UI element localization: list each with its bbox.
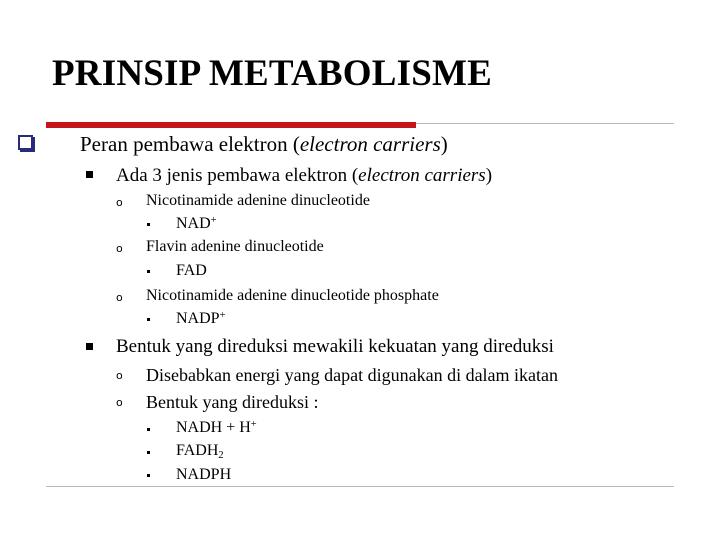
point-electron-carriers	[80, 134, 448, 155]
reduced-nadh	[176, 420, 257, 436]
carrier-nad-abbr	[176, 216, 217, 232]
circle-bullet-icon: o	[116, 291, 123, 304]
square-bullet-icon	[86, 171, 93, 178]
nadp-superscript: +	[219, 309, 226, 321]
nadp-base: NADP	[176, 310, 220, 327]
dot-bullet-icon	[147, 223, 150, 226]
point1-1-tail: )	[485, 165, 493, 186]
nadh-base: NADH + H	[176, 419, 251, 436]
point1-lead: Peran pembawa elektron (	[80, 132, 300, 156]
carrier-fad-abbr: FAD	[176, 262, 207, 279]
hollow-square-bullet-icon	[18, 135, 33, 150]
dot-bullet-icon	[147, 270, 150, 273]
title-accent-bar	[46, 122, 416, 128]
dot-bullet-icon	[147, 474, 150, 477]
nad-base: NAD	[176, 215, 211, 232]
point1-italic: electron carriers	[299, 132, 441, 156]
carrier-nad-name: Nicotinamide adenine dinucleotide	[146, 192, 370, 209]
point-reduced-forms: Bentuk yang direduksi mewakili kekuatan yang direduksi	[116, 336, 554, 357]
dot-bullet-icon	[147, 428, 150, 431]
reduced-fadh2	[176, 442, 224, 462]
point-three-carriers	[116, 166, 492, 185]
square-bullet-icon	[86, 343, 93, 350]
point1-tail: )	[440, 132, 448, 156]
nadh-superscript: +	[250, 418, 257, 430]
fadh-base: FADH	[176, 442, 219, 459]
circle-bullet-icon: o	[116, 196, 123, 209]
point1-1-lead: Ada 3 jenis pembawa elektron (	[116, 165, 359, 186]
reduced-forms-label: Bentuk yang direduksi :	[146, 392, 319, 412]
slide-title: PRINSIP METABOLISME	[52, 53, 492, 94]
reason-text: Disebabkan energi yang dapat digunakan di dalam ikatan	[146, 365, 559, 385]
carrier-nadp-name: Nicotinamide adenine dinucleotide phosphate	[146, 287, 439, 304]
nad-superscript: +	[210, 214, 217, 226]
reduced-nadph: NADPH	[176, 466, 232, 483]
bottom-divider	[46, 486, 674, 487]
circle-bullet-icon: o	[116, 242, 123, 255]
dot-bullet-icon	[147, 451, 150, 454]
fadh-subscript: 2	[218, 450, 224, 462]
circle-bullet-icon: o	[116, 396, 123, 409]
point1-1-italic: electron carriers	[358, 165, 486, 186]
carrier-nadp-abbr	[176, 311, 225, 327]
circle-bullet-icon: o	[116, 369, 123, 382]
carrier-fad-name: Flavin adenine dinucleotide	[146, 238, 324, 255]
dot-bullet-icon	[147, 318, 150, 321]
